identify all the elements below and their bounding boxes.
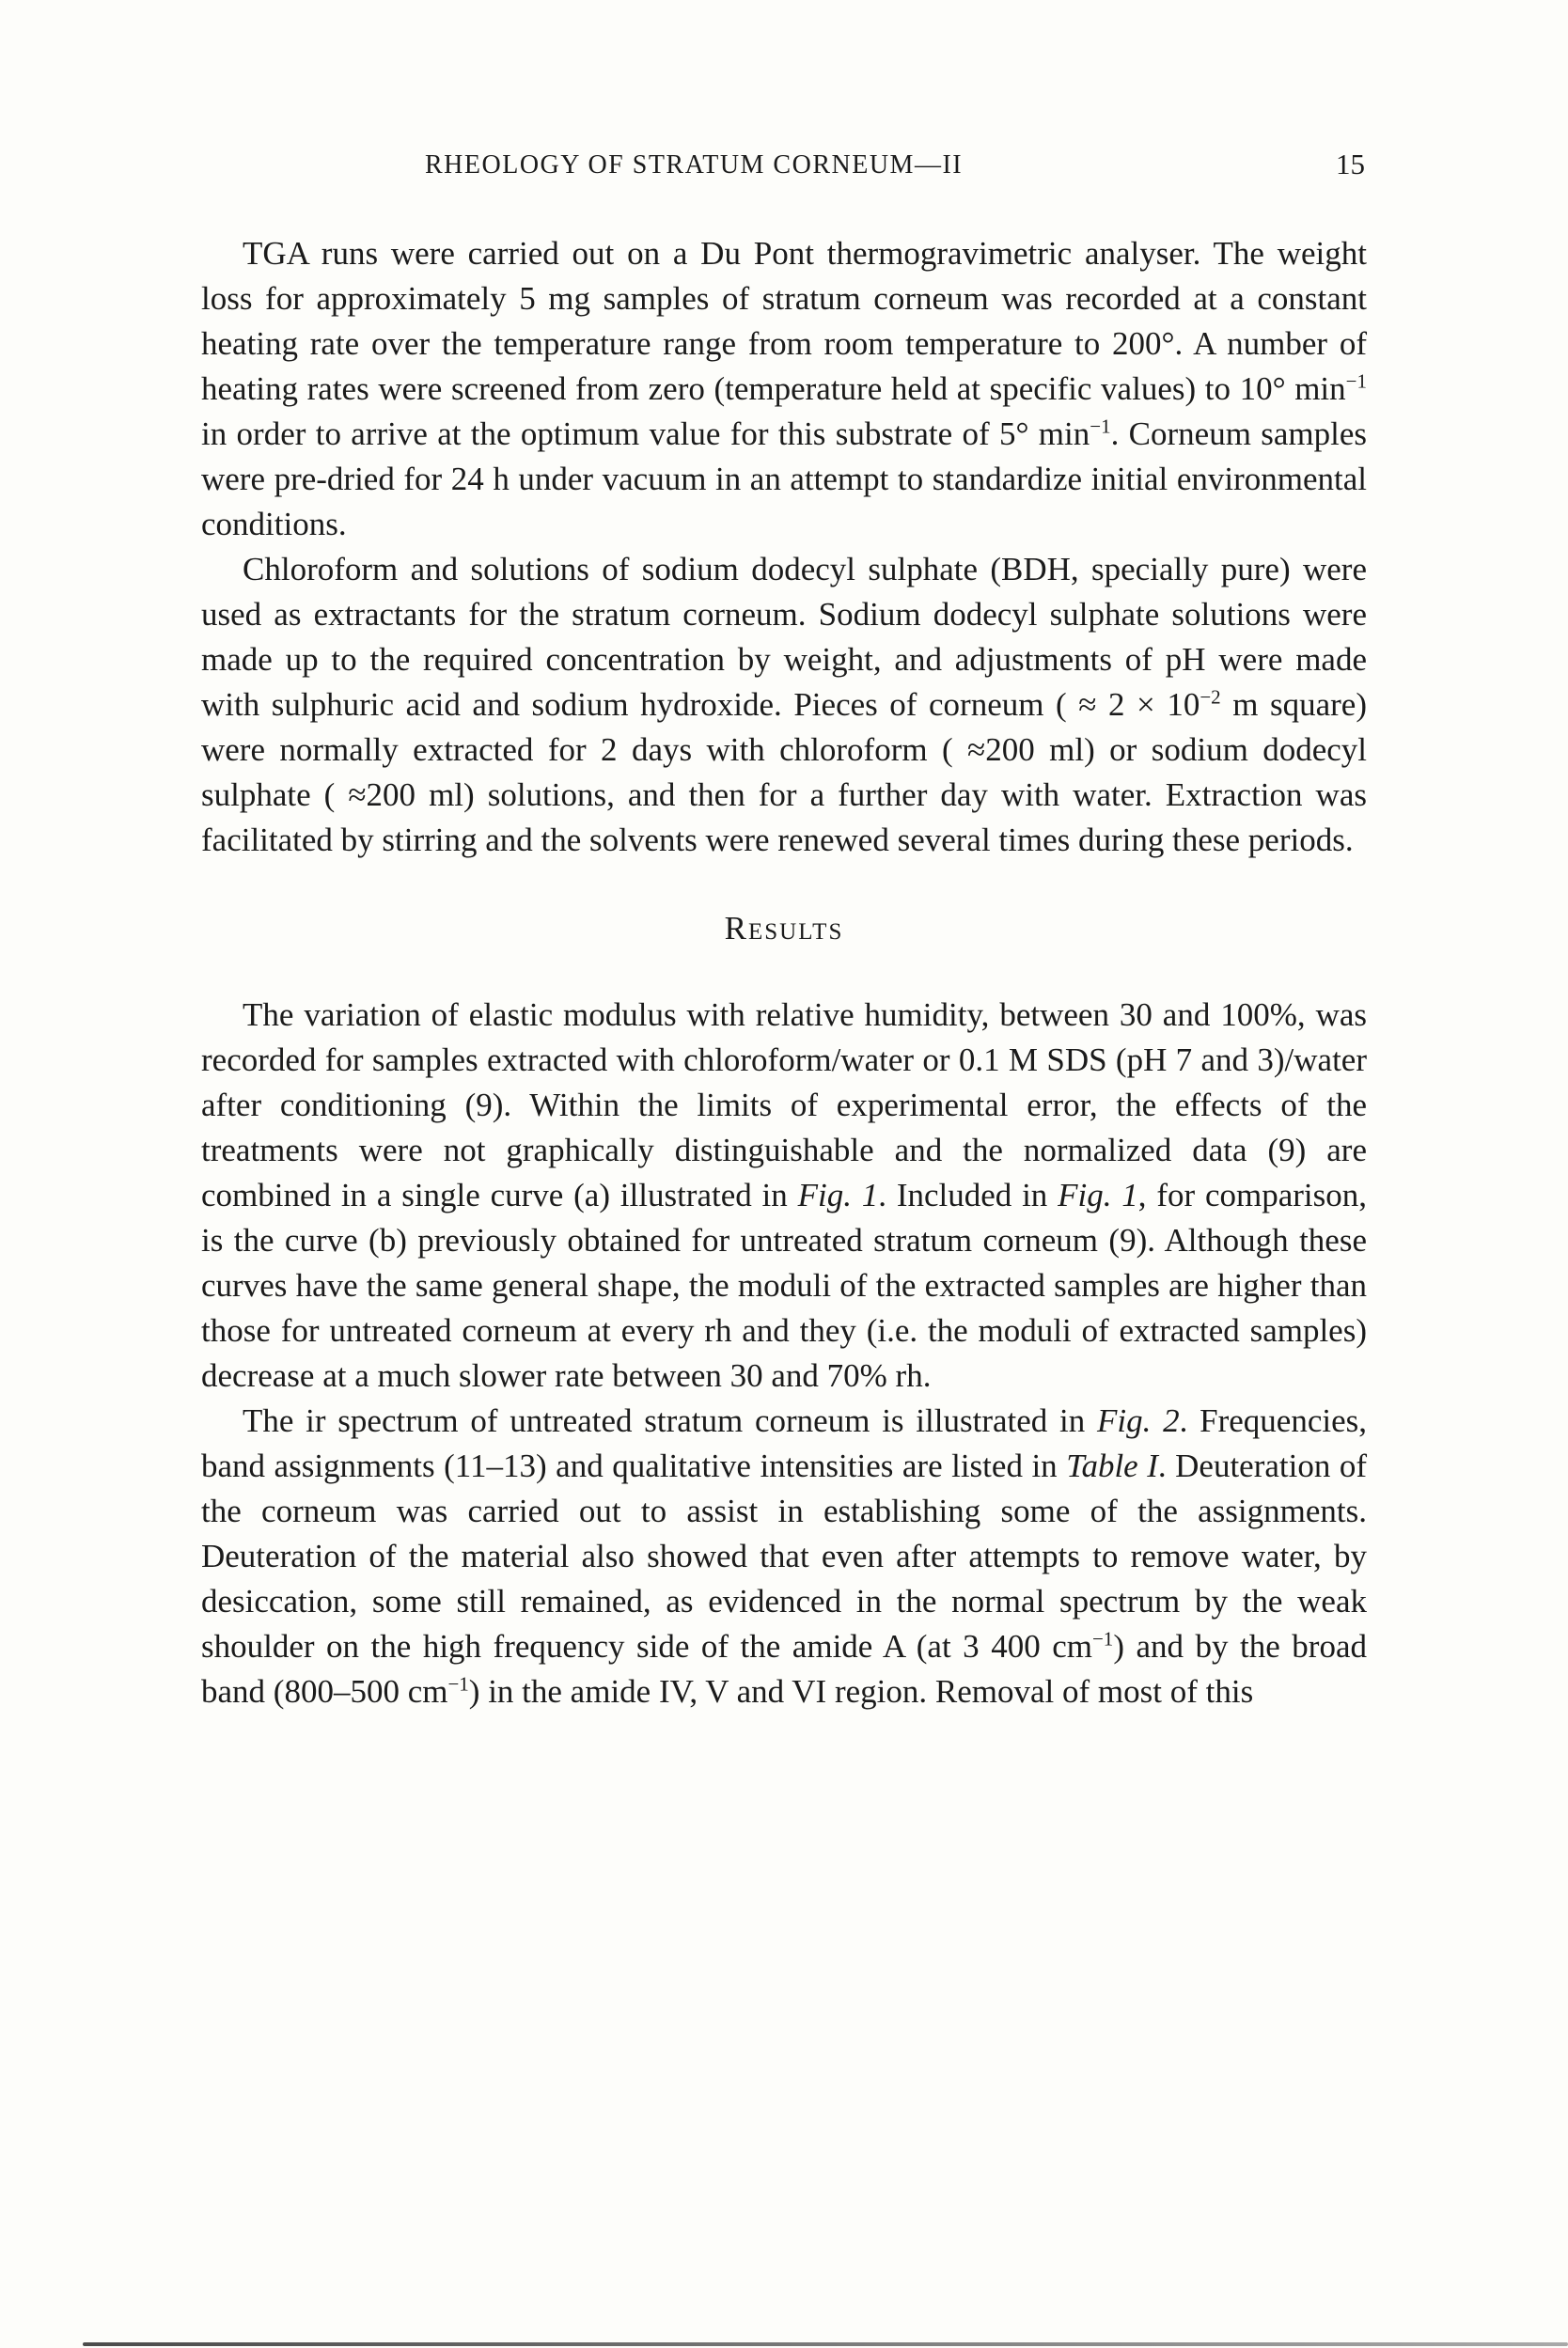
text-run: The variation of elastic modulus with relative humidity, between 30 and 100%, was recorded for samples extracted with chloroform/water or 0.1 M SDS (pH 7 and 3)/water after conditioning (9). Within the limits of experimental error, the effects of the treatments were not graphically distinguishable and the normalized data (9) are combined in a single curve (a) illustrated in (201, 996, 1367, 1213)
text-run: . Corneum samples were pre-dried for 24 h under vacuum in an attempt to standardize initial environmental conditions. (201, 415, 1367, 542)
text-run: ) and by the broad band (800–500 cm (201, 1628, 1367, 1710)
text-run: in order to arrive at the optimum value for this substrate of 5° min (201, 415, 1090, 452)
paragraph (201, 993, 1367, 1399)
results-heading: Results (724, 910, 844, 947)
reference-italic: Fig. 1 (797, 1177, 879, 1213)
text-run: Chloroform and solutions of sodium dodecyl sulphate (BDH, specially pure) were used as extractants for the stratum corneum. Sodium dodecyl sulphate solutions were made up to the required concentration by weight, and adjustments of pH were made with sulphuric acid and sodium hydroxide. Pieces of corneum ( ≈ 2 × 10 (201, 551, 1367, 723)
text-run: . Frequencies, band assignments (11–13) and qualitative intensities are listed in (201, 1402, 1368, 1484)
superscript: −1 (447, 1672, 469, 1696)
text-run: TGA runs were carried out on a Du Pont thermogravimetric analyser. The weight loss for approximately 5 mg samples of stratum corneum was recorded at a constant heating rate over the temperature range from room temperature to 200°. A number of heating rates were screened from zero (temperature held at specific values) to 10° min (201, 235, 1367, 407)
paragraph (201, 231, 1367, 547)
running-header (201, 150, 1367, 188)
reference-italic: Table I (1066, 1448, 1158, 1484)
reference-italic: Fig. 1 (1058, 1177, 1138, 1213)
text-run: . Included in (878, 1177, 1058, 1213)
text-run: . Deuteration of the corneum was carried out to assist in establishing some of the assignments. Deuteration of the material also showed that even after attempts to remove water, by desiccation, some still remained, as evidenced in the normal spectrum by the weak shoulder on the high frequency side of the amide A (at 3 400 cm (201, 1448, 1368, 1665)
reference-italic: Fig. 2 (1097, 1402, 1180, 1439)
text-run: The ir spectrum of untreated stratum corneum is illustrated in (243, 1402, 1098, 1439)
paragraph (201, 1399, 1367, 1714)
scan-artifact-line (83, 2342, 1568, 2346)
text-run: ) in the amide IV, V and VI region. Removal of most of this (468, 1673, 1254, 1710)
superscript: −1 (1091, 1627, 1114, 1651)
text-run: m square) were normally extracted for 2 days with chloroform ( ≈200 ml) or sodium dodecyl sulphate ( ≈200 ml) solutions, and then for a further day with water. Extraction was facilitated by stirring and the solvents were renewed several times during these periods. (201, 686, 1367, 858)
superscript: −1 (1345, 369, 1367, 393)
superscript: −2 (1200, 685, 1221, 709)
paragraph (201, 547, 1367, 863)
page-number: 15 (1336, 148, 1365, 180)
text-run: , for comparison, is the curve (b) previously obtained for untreated stratum corneum (9). Although these curves have the same general shape, the moduli of the extracted samples are higher than those for untreated corneum at every rh and they (i.e. the moduli of extracted samples) decrease at a much slower rate between 30 and 70% rh. (201, 1177, 1367, 1394)
page-body (201, 231, 1367, 1714)
running-title: RHEOLOGY OF STRATUM CORNEUM—II (425, 150, 964, 180)
superscript: −1 (1090, 415, 1111, 438)
